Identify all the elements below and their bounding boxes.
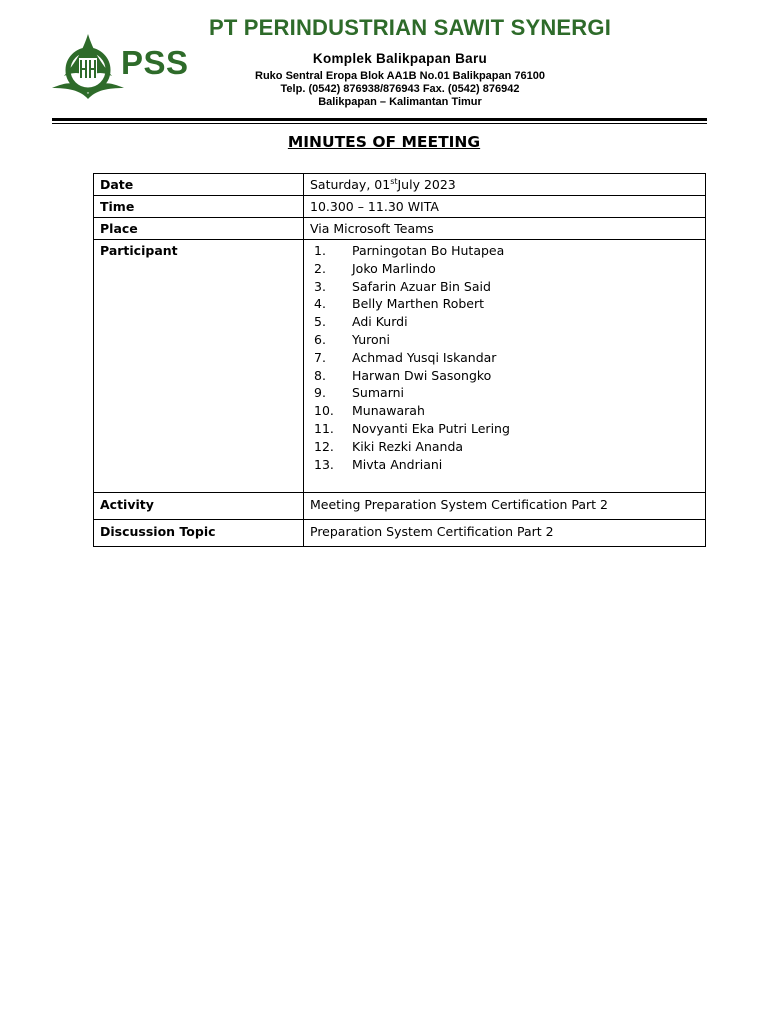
- time-value: 10.300 – 11.30 WITA: [304, 196, 706, 218]
- participant-name: Yuroni: [352, 331, 391, 347]
- participant-number: 2.: [314, 260, 326, 276]
- time-label: Time: [94, 196, 304, 218]
- participant-item: [310, 438, 699, 456]
- participant-list-cell: [304, 240, 706, 493]
- participant-item: [310, 331, 699, 349]
- participant-number: 4.: [314, 296, 326, 312]
- row-discussion-topic: [94, 520, 706, 547]
- row-participants: [94, 240, 706, 493]
- activity-value: Meeting Preparation System Certification Part 2: [304, 493, 706, 520]
- row-place: [94, 218, 706, 240]
- row-activity: [94, 493, 706, 520]
- company-logo-icon: [50, 32, 126, 100]
- discussion-topic-label: Discussion Topic: [94, 520, 304, 547]
- participant-item: [310, 260, 699, 278]
- meeting-details-table: [93, 173, 706, 547]
- date-prefix: Saturday, 01: [310, 177, 391, 192]
- participant-name: Novyanti Eka Putri Lering: [352, 420, 510, 436]
- participant-name: Safarin Azuar Bin Said: [352, 278, 491, 294]
- document-title: MINUTES OF MEETING: [287, 133, 481, 151]
- place-value: Via Microsoft Teams: [304, 218, 706, 240]
- participant-item: [310, 384, 699, 402]
- header-divider-thin: [52, 123, 707, 124]
- participant-item: [310, 420, 699, 438]
- participant-number: 12.: [314, 438, 334, 454]
- participant-name: Mivta Andriani: [352, 456, 443, 472]
- date-suffix: July 2023: [397, 177, 456, 192]
- discussion-topic-value: Preparation System Certification Part 2: [304, 520, 706, 547]
- company-name: PT PERINDUSTRIAN SAWIT SYNERGI: [208, 15, 612, 40]
- participant-name: Joko Marlindo: [352, 260, 436, 276]
- participant-number: 11.: [314, 420, 334, 436]
- participant-item: [310, 242, 699, 260]
- participant-name: Munawarah: [352, 403, 425, 419]
- row-time: [94, 196, 706, 218]
- participant-item: [310, 295, 699, 313]
- participant-item: [310, 402, 699, 420]
- date-ordinal: st: [390, 176, 398, 186]
- participant-name: Harwan Dwi Sasongko: [352, 367, 492, 383]
- participant-item: [310, 278, 699, 296]
- participant-name: Parningotan Bo Hutapea: [352, 243, 505, 258]
- company-phone-fax: Telp. (0542) 876938/876943 Fax. (0542) 876942: [280, 83, 520, 95]
- participant-item: [310, 456, 699, 474]
- participant-number: 7.: [314, 349, 326, 365]
- participant-number: 1.: [314, 243, 326, 258]
- participant-number: 6.: [314, 331, 326, 347]
- activity-label: Activity: [94, 493, 304, 520]
- company-address: Ruko Sentral Eropa Blok AA1B No.01 Balikpapan 76100: [255, 70, 545, 82]
- participant-number: 8.: [314, 367, 326, 383]
- date-value: [304, 174, 706, 196]
- participant-item: [310, 349, 699, 367]
- date-label: Date: [94, 174, 304, 196]
- participant-number: 13.: [314, 456, 334, 472]
- header-divider-thick: [52, 118, 707, 121]
- participant-number: 10.: [314, 403, 334, 419]
- participant-name: Adi Kurdi: [352, 314, 408, 330]
- participant-name: Sumarni: [352, 385, 405, 401]
- participant-number: 9.: [314, 385, 326, 401]
- participant-name: Belly Marthen Robert: [352, 296, 485, 312]
- participant-number: 3.: [314, 278, 326, 294]
- place-label: Place: [94, 218, 304, 240]
- participant-name: Kiki Rezki Ananda: [352, 438, 464, 454]
- participant-list: [310, 242, 699, 490]
- company-complex: Komplek Balikpapan Baru: [312, 51, 488, 66]
- participant-item: [310, 367, 699, 385]
- participant-name: Achmad Yusqi Iskandar: [352, 349, 497, 365]
- participant-item: [310, 313, 699, 331]
- logo-text: PSS: [121, 44, 189, 81]
- row-date: [94, 174, 706, 196]
- participant-number: 5.: [314, 314, 326, 330]
- participant-label: Participant: [94, 240, 304, 493]
- company-city: Balikpapan – Kalimantan Timur: [318, 96, 482, 108]
